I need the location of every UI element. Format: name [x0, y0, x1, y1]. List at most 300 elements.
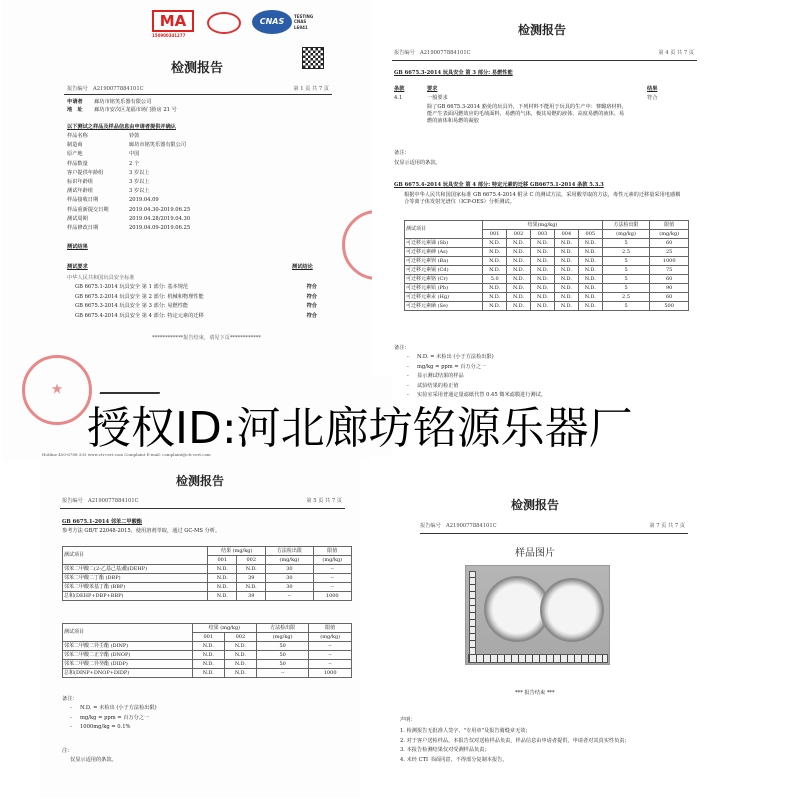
cell-value: N.D. [507, 239, 531, 248]
th-mdl: 方法检出限 [266, 547, 313, 556]
test-name: GB 6675.2-2014 玩具安全 第 2 部分: 机械和物理性能 [75, 293, 204, 300]
th-result: 结果 (mg/kg) [208, 547, 266, 556]
field-row [67, 133, 267, 142]
th-sample-id: 004 [554, 230, 578, 239]
cell-mdl: 5 [602, 275, 650, 284]
table-row [63, 669, 352, 678]
elements-table [404, 220, 689, 311]
info-header: 以下测试之样品及样品信息由申请者提供并确认 [67, 124, 176, 130]
report-no: A2190077884101C [445, 523, 497, 529]
page-title: 检测报告 [517, 23, 566, 37]
cell-item: 可迁移元素钡 (Ba) [405, 257, 483, 266]
field-value: 3 岁以上 [129, 169, 150, 176]
cnas-sub-label: TESTING CNAS L6941 [294, 14, 314, 30]
cell-mdl: 5 [602, 239, 650, 248]
field-label: 测试年龄组 [67, 188, 93, 195]
cma-logo [152, 10, 194, 38]
cell-limit: 1000 [309, 669, 352, 678]
data-table [404, 220, 689, 311]
cell-item: 邻苯二甲酸二丁酯 (DBP) [63, 574, 208, 583]
qr-code-icon [302, 47, 324, 69]
th-limit: 限值 [313, 547, 351, 556]
cell-value: N.D. [192, 651, 224, 660]
cell-item: 可迁移元素砷 (As) [405, 248, 483, 257]
th-mdl: 方法检出限 [256, 624, 308, 633]
th-sample-id: 002 [224, 633, 256, 642]
col-result: 结果 [647, 86, 658, 92]
applicant-value: 廊坊市铭笑乐器有限公司 [94, 99, 152, 105]
cell-value: N.D. [578, 248, 602, 257]
report-page-5 [40, 458, 360, 798]
th-result: 结果 (mg/kg) [192, 624, 256, 633]
note-text: 仅显示适用的条款。 [394, 160, 441, 166]
address-value: 廊坊市安次区龙福市场门脸房 21 号 [94, 107, 177, 113]
cell-value: N.D. [531, 284, 555, 293]
field-row [67, 170, 267, 179]
cell-value: N.D. [531, 275, 555, 284]
section-heading: GB 6675.1-2014 邻苯二甲酸酯 [62, 519, 142, 525]
field-label: 客户提供年龄组 [67, 169, 104, 176]
report-no: A2190077884101C [419, 50, 471, 56]
cell-limit: 1000 [313, 592, 351, 601]
test-row [67, 284, 317, 294]
address-label: 地 址 [67, 107, 83, 113]
cell-value: N.D. [578, 257, 602, 266]
section-heading: GB 6675.4-2014 玩具安全 第 4 部分: 特定元素的迁移 GB6675.1-2014 条款 5.3.3 [394, 182, 604, 188]
cell-value: N.D. [507, 284, 531, 293]
cell-mdl: 5 [602, 266, 650, 275]
test-result: 符合 [306, 293, 317, 300]
table-row [63, 574, 352, 583]
cell-value: N.D. [208, 565, 237, 574]
list-item [400, 728, 690, 738]
cell-value: 39 [237, 592, 266, 601]
bullet-icon: - [407, 363, 409, 370]
bullet-icon: - [70, 724, 72, 730]
report-page-7 [370, 455, 700, 800]
field-value: 2019.04.09-2019.06.25 [129, 224, 191, 231]
table-row [405, 275, 689, 284]
field-label: 样品名称 [67, 133, 88, 139]
table-row [405, 266, 689, 275]
col-clause: 条款 [394, 86, 405, 92]
cell-value: N.D. [483, 257, 507, 266]
test-result: 符合 [306, 284, 317, 290]
cell-value: 5.0 [483, 275, 507, 284]
cell-item: 邻苯二甲酸二异癸酯 (DIDP) [63, 660, 193, 669]
cell-limit: -- [309, 642, 352, 651]
table-row [63, 660, 352, 669]
col-requirement: 要求 [427, 86, 438, 92]
ilac-logo [207, 12, 241, 34]
list-item-text: mg/kg = ppm = 百万分之一 [417, 363, 487, 370]
field-value: 2 个 [129, 160, 140, 167]
hotline: Hotline 400-6788-333 www.cti-cert.com Complaint E-mail: complaint@cti-cert.com [42, 452, 211, 457]
divider [64, 94, 332, 95]
cell-value: N.D. [208, 592, 237, 601]
cell-mdl: 2.5 [602, 293, 650, 302]
list-item-text: N.D. = 未检出 (小于方法检出限) [80, 705, 157, 711]
cell-limit: 500 [650, 302, 689, 311]
cell-mdl: 50 [256, 651, 308, 660]
divider [60, 508, 345, 509]
th-sample-id: 001 [208, 556, 237, 565]
field-row [67, 197, 267, 206]
field-value: 2019.04.09 [129, 197, 159, 204]
cell-value: N.D. [208, 574, 237, 583]
report-page-1 [2, 0, 392, 460]
th-item: 测试项目 [405, 221, 483, 239]
data-table [62, 623, 352, 678]
cell-item: 可迁移元素铬 (Cr) [405, 275, 483, 284]
phthalate-table-1 [62, 546, 352, 601]
cell-value: N.D. [531, 293, 555, 302]
report-no-label: 报告编号 [394, 50, 415, 56]
cell-value: N.D. [224, 669, 256, 678]
cell-item: 可迁移元素硒 (Se) [405, 302, 483, 311]
bullet-icon: - [70, 705, 72, 711]
list-item [407, 354, 657, 364]
cell-mdl: -- [266, 592, 313, 601]
test-name: GB 6675.1-2014 玩具安全 第 1 部分: 基本规范 [75, 284, 189, 290]
list-item [407, 383, 657, 393]
cell-item: 邻苯二甲酸二异壬酯 (DINP) [63, 642, 193, 651]
tambourine-icon [540, 578, 604, 642]
field-value: 铃鼓 [129, 133, 140, 139]
method-text: 根据中华人民共和国国家标准 GB 6675.4-2014 附录 C 的测试方法，采用酸萃取的方法，毒性元素的迁移量采用电感耦合等离子体发射光谱仪（ICP-OES）分析测试。 [404, 192, 681, 206]
list-item-text: N.D. = 未检出 (小于方法检出限) [417, 354, 494, 360]
cell-value: N.D. [578, 266, 602, 275]
cell-value: N.D. [554, 293, 578, 302]
cell-value: N.D. [483, 293, 507, 302]
cell-value: N.D. [578, 293, 602, 302]
cell-value: N.D. [531, 266, 555, 275]
seal-stamp-icon [22, 355, 92, 425]
th-sample-id: 002 [237, 556, 266, 565]
cma-mark: MA [152, 10, 194, 32]
cell-value: N.D. [554, 248, 578, 257]
photo-title: 样品图片 [515, 548, 555, 559]
cell-limit: 60 [650, 293, 689, 302]
cell-value: 39 [237, 574, 266, 583]
declaration-label: 声明： [400, 717, 416, 723]
th-mdl-unit: (mg/kg) [256, 633, 308, 642]
table-row [63, 583, 352, 592]
table-row [63, 651, 352, 660]
cell-value: N.D. [554, 239, 578, 248]
cell-value: N.D. [578, 284, 602, 293]
cell-value: N.D. [192, 660, 224, 669]
th-item: 测试项目 [63, 547, 208, 565]
cell-mdl: 30 [266, 574, 313, 583]
cell-value: N.D. [507, 248, 531, 257]
list-item [407, 373, 657, 383]
test-row [67, 303, 317, 313]
cell-value: N.D. [531, 239, 555, 248]
table-header-row [63, 624, 352, 633]
field-label: 制造商 [67, 142, 83, 149]
address-row [67, 107, 177, 114]
field-label: 样品接收日期 [67, 197, 99, 204]
clause-result: 符合 [647, 95, 658, 101]
field-value: 3 岁以上 [129, 178, 150, 185]
cell-value: N.D. [483, 248, 507, 257]
th-sample-id: 001 [483, 230, 507, 239]
cell-limit: -- [313, 574, 351, 583]
divider [420, 533, 688, 534]
field-row [67, 188, 267, 197]
cell-value: N.D. [531, 257, 555, 266]
sample-photo [465, 565, 610, 665]
cell-value: N.D. [554, 284, 578, 293]
th-sample-id: 003 [531, 230, 555, 239]
cell-item: 总和(DEHP+DBP+BBP) [63, 592, 208, 601]
cell-value: N.D. [531, 302, 555, 311]
cell-value: N.D. [237, 583, 266, 592]
page-title: 检测报告 [175, 474, 224, 488]
list-item [70, 724, 270, 734]
authorization-watermark: 授权ID:河北廊坊铭源乐器厂 [87, 403, 633, 454]
report-no: A2190077884101C [87, 498, 139, 504]
cell-value: N.D. [237, 565, 266, 574]
field-row [67, 225, 267, 234]
conclusion-header: 测试结论 [292, 264, 313, 270]
cell-mdl: 30 [266, 565, 313, 574]
th-limit-unit: (mg/kg) [650, 230, 689, 239]
test-row [67, 313, 317, 323]
th-limit: 限值 [309, 624, 352, 633]
page-number: 第 1 页 共 7 页 [293, 86, 329, 92]
cell-value: N.D. [483, 302, 507, 311]
declaration-list [400, 728, 690, 766]
cnas-mark: CNAS [252, 10, 292, 34]
th-mdl-unit: (mg/kg) [266, 556, 313, 565]
th-sample-id: 002 [507, 230, 531, 239]
table-row [405, 302, 689, 311]
list-item-text: 试验结果的检正值 [417, 382, 459, 389]
cell-item: 邻苯二甲酸二正辛酯 (DNOP) [63, 651, 193, 660]
field-value: 2019.04.28/2019.04.30 [129, 215, 191, 222]
cell-limit: -- [309, 651, 352, 660]
cell-limit: -- [309, 660, 352, 669]
page-title: 检测报告 [170, 61, 223, 76]
report-page-4 [372, 0, 798, 398]
cell-item: 可迁移元素汞 (Hg) [405, 293, 483, 302]
cma-number: 150900341277 [152, 33, 186, 38]
ruler-icon [469, 571, 476, 656]
cell-mdl: 30 [266, 583, 313, 592]
cell-value: N.D. [507, 293, 531, 302]
cell-value: N.D. [578, 302, 602, 311]
cell-mdl: -- [256, 669, 308, 678]
report-no-label: 报告编号 [62, 498, 83, 504]
cell-value: N.D. [507, 257, 531, 266]
field-value: 廊坊市铭笑乐器有限公司 [129, 142, 187, 149]
report-meta [62, 498, 342, 505]
list-item-text: 1. 检测报告无批准人签字、"专用章"及报告骑缝章无效； [400, 728, 531, 734]
clause-text: 除了GB 6675.3-2014 豁免的玩具外，下列材料不能用于玩具的生产中：赛璐珞材料，能产生表面闪燃效应的毛绒面料，易燃的气体，极其易燃的液体、高度易燃的液体、易燃的液体和易燃的凝胶 [427, 104, 627, 125]
cell-value: N.D. [483, 239, 507, 248]
phthalate-table-2 [62, 623, 352, 678]
cell-mdl: 2.5 [602, 248, 650, 257]
list-item [70, 715, 270, 725]
table-row [63, 592, 352, 601]
list-item [407, 364, 657, 374]
field-label: 样品修改日期 [67, 224, 99, 231]
table-row [405, 239, 689, 248]
test-list [67, 284, 317, 322]
cell-value: N.D. [554, 275, 578, 284]
th-limit-unit: (mg/kg) [309, 633, 352, 642]
cell-limit: 75 [650, 266, 689, 275]
cell-mdl: 5 [602, 284, 650, 293]
cell-value: N.D. [531, 248, 555, 257]
cell-value: N.D. [578, 275, 602, 284]
cell-limit: -- [313, 583, 351, 592]
remarks-label: 备注： [394, 345, 410, 351]
cell-item: 总和(DINP+DNOP+DIDP) [63, 669, 193, 678]
page-number: 第 4 页 共 7 页 [658, 50, 694, 56]
cell-limit: 25 [650, 248, 689, 257]
cell-mdl: 5 [602, 302, 650, 311]
cell-value: N.D. [192, 642, 224, 651]
list-item [400, 747, 690, 757]
th-sample-id: 005 [578, 230, 602, 239]
table-row [405, 284, 689, 293]
end-note: ************报告结束，请见下页************ [152, 335, 261, 341]
report-meta [67, 86, 329, 93]
field-value: 2019.04.30-2019.06.25 [129, 206, 191, 213]
cell-mdl: 50 [256, 642, 308, 651]
bullet-icon: - [407, 382, 409, 389]
table-header-row [63, 547, 352, 556]
list-item-text: 实验室采用普通定量滤纸代替 0.45 微米滤膜进行测试。 [417, 392, 546, 398]
table-row [405, 293, 689, 302]
field-row [67, 216, 267, 225]
cell-value: N.D. [208, 583, 237, 592]
clause-title: 一般要求 [427, 95, 448, 101]
list-item-text: 3. 本报告检测结果仅对受测样品负责； [400, 747, 490, 753]
test-result: 符合 [306, 303, 317, 309]
field-label: 标识年龄组 [67, 178, 93, 185]
report-no-label: 报告编号 [420, 523, 441, 529]
requirement-header: 测试要求 [67, 264, 88, 270]
end-note: *** 报告结束 *** [515, 690, 555, 696]
cell-value: N.D. [578, 239, 602, 248]
field-row [67, 207, 267, 216]
field-label: 原产地 [67, 151, 83, 158]
th-result: 结果(mg/kg) [483, 221, 603, 230]
cell-item: 邻苯二甲酸苯基丁酯 (BBP) [63, 583, 208, 592]
cell-value: N.D. [507, 266, 531, 275]
applicant-label: 申请者 [67, 99, 83, 105]
cell-value: N.D. [224, 642, 256, 651]
cell-value: N.D. [224, 660, 256, 669]
test-name: GB 6675.4-2014 玩具安全 第 4 部分: 特定元素的迁移 [75, 312, 204, 319]
bullet-icon: - [70, 714, 72, 721]
list-item-text: 4. 未经 CTI 书面同意，不得部分复制本报告。 [400, 756, 508, 763]
th-mdl: 方法检出限 [602, 221, 650, 230]
note-text: 仅显示适用的条款。 [70, 757, 117, 763]
cell-value: N.D. [554, 302, 578, 311]
field-row [67, 161, 267, 170]
page-number: 第 7 页 共 7 页 [649, 523, 685, 529]
list-item [70, 705, 270, 715]
list-item-text: 1000mg/kg = 0.1% [80, 724, 131, 730]
list-item-text: 2. 对于客户送检样品，本报告仅对送检样品负责，样品信息由申请者提供，申请者对其真实性负责； [400, 737, 630, 744]
list-item-text: 显示测试结果的样品 [417, 373, 464, 379]
cell-value: N.D. [507, 302, 531, 311]
field-label: 样品重新提交日期 [67, 206, 109, 213]
report-no: A2190077884101C [92, 86, 144, 92]
report-meta [420, 523, 685, 530]
th-sample-id: 001 [192, 633, 224, 642]
note-label: 备注： [394, 150, 410, 156]
th-mdl-unit: (mg/kg) [602, 230, 650, 239]
report-meta [394, 50, 694, 57]
test-name: GB 6675.3-2014 玩具安全 第 3 部分: 易燃性能 [75, 303, 189, 309]
list-item [400, 757, 690, 767]
cnas-logo [252, 10, 292, 34]
table-header-row [405, 221, 689, 230]
cell-item: 可迁移元素铅 (Pb) [405, 284, 483, 293]
table-row [405, 257, 689, 266]
list-item [400, 738, 690, 748]
divider [392, 60, 697, 61]
page-title: 检测报告 [510, 498, 559, 512]
ruler-icon [468, 654, 608, 663]
cell-limit: 60 [650, 239, 689, 248]
field-row [67, 179, 267, 188]
list-item-text: mg/kg = ppm = 百万分之一 [80, 714, 150, 721]
applicant-row [67, 99, 151, 106]
method-text: 参考方法 GB/T 22048-2015，使用溶剂萃取，通过 GC-MS 分析。 [62, 528, 221, 534]
report-no-label: 报告编号 [67, 86, 88, 92]
test-row [67, 294, 317, 304]
field-label: 样品数量 [67, 160, 88, 167]
cell-limit: 60 [650, 275, 689, 284]
cell-mdl: 5 [602, 257, 650, 266]
cell-value: N.D. [554, 257, 578, 266]
section-heading: GB 6675.3-2014 玩具安全 第 3 部分: 易燃性能 [394, 70, 513, 76]
table-row [63, 565, 352, 574]
field-list [67, 133, 267, 234]
page-number: 第 5 页 共 7 页 [306, 498, 342, 504]
field-row [67, 142, 267, 151]
table-row [63, 642, 352, 651]
standard-line: 中华人民共和国玩具安全标准 [67, 275, 135, 281]
data-table [62, 546, 352, 601]
bullet-icon: - [407, 373, 409, 379]
remarks-list [70, 705, 270, 734]
th-item: 测试项目 [63, 624, 193, 642]
field-label: 测试周期 [67, 215, 88, 222]
cell-value: N.D. [483, 266, 507, 275]
bullet-icon: - [407, 354, 409, 360]
cell-item: 可迁移元素镉 (Cd) [405, 266, 483, 275]
cell-value: N.D. [192, 669, 224, 678]
th-limit: 限值 [650, 221, 689, 230]
test-result: 符合 [306, 312, 317, 319]
cell-item: 可迁移元素锑 (Sb) [405, 239, 483, 248]
field-value: 中国 [129, 151, 140, 158]
remarks-label: 备注： [62, 696, 78, 702]
cell-mdl: 50 [256, 660, 308, 669]
field-value: 3 岁以上 [129, 188, 150, 195]
th-limit-unit: (mg/kg) [313, 556, 351, 565]
cell-item: 邻苯二甲酸二(2-乙基己基)酯(DEHP) [63, 565, 208, 574]
table-row [405, 248, 689, 257]
